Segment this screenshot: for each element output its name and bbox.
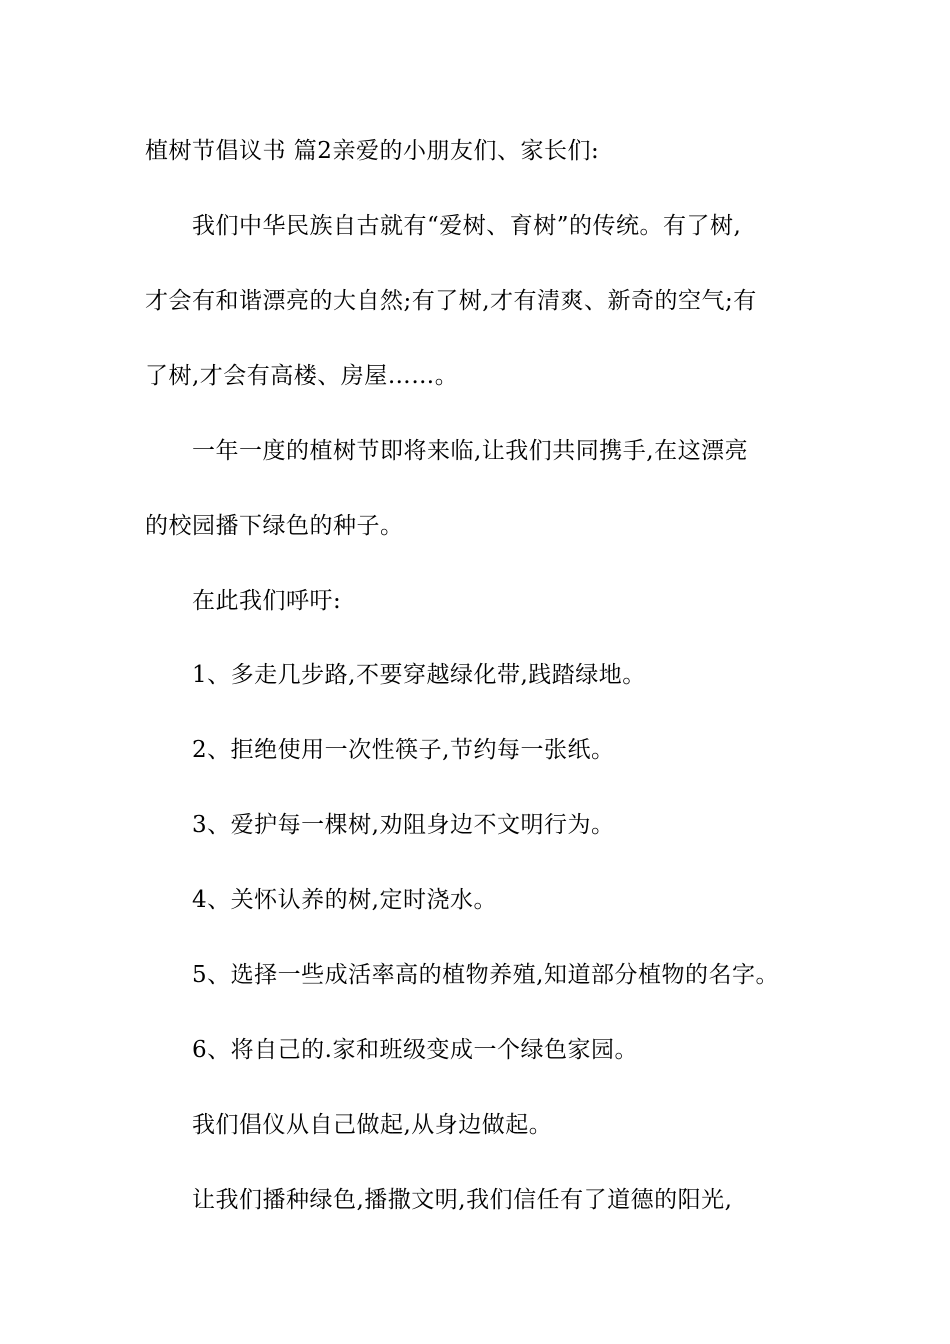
paragraph-line: 我们中华民族自古就有“爱树、育树”的传统。有了树, [192,213,742,239]
list-item: 4、关怀认养的树,定时浇水。 [192,887,497,913]
list-item: 6、将自己的.家和班级变成一个绿色家园。 [192,1037,638,1063]
heading-line: 植树节倡议书 篇2亲爱的小朋友们、家长们: [145,138,600,164]
paragraph-line: 一年一度的植树节即将来临,让我们共同携手,在这漂亮 [192,438,749,464]
list-item: 1、多走几步路,不要穿越绿化带,践踏绿地。 [192,662,646,688]
paragraph-line: 我们倡仪从自己做起,从身边做起。 [192,1112,553,1138]
list-item: 2、拒绝使用一次性筷子,节约每一张纸。 [192,737,615,763]
paragraph-line: 的校园播下绿色的种子。 [145,513,404,539]
paragraph-line: 才会有和谐漂亮的大自然;有了树,才有清爽、新奇的空气;有 [145,288,757,314]
paragraph-line: 在此我们呼吁: [192,588,342,614]
paragraph-line: 了树,才会有高楼、房屋……。 [145,363,459,389]
list-item: 5、选择一些成活率高的植物养殖,知道部分植物的名字。 [192,962,779,988]
list-item: 3、爱护每一棵树,劝阻身边不文明行为。 [192,812,615,838]
paragraph-line: 让我们播种绿色,播撒文明,我们信任有了道德的阳光, [192,1187,733,1213]
